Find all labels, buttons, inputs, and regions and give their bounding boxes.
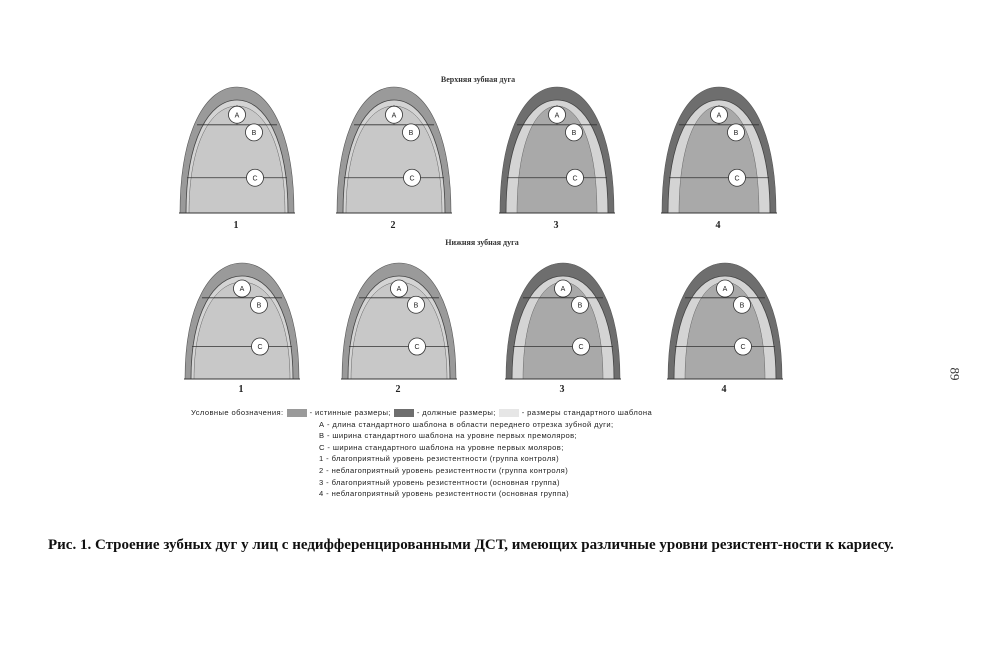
lower-arch-number-4: 4 <box>721 384 727 395</box>
legend-line-3: 3 - благоприятный уровень резистентности (основная группа) <box>319 477 560 487</box>
lower-arch-3-marker-b-label: B <box>577 302 583 310</box>
upper-arch-title: Верхняя зубная дуга <box>440 75 516 84</box>
lower-arch-number-2: 2 <box>395 384 401 395</box>
legend-head <box>191 407 652 419</box>
lower-arch-3-marker-c-label: C <box>578 344 584 352</box>
lower-arch-4-marker-c-label: C <box>740 344 746 352</box>
lower-arch-2-marker-a-label: A <box>396 286 402 294</box>
upper-arch-4-marker-c-label: C <box>734 175 740 183</box>
page-number: 89 <box>947 367 963 381</box>
upper-arch-2-marker-c-label: C <box>409 175 415 183</box>
legend-heading: Условные обозначения: <box>191 408 284 417</box>
upper-arch-number-4: 4 <box>715 220 721 231</box>
upper-arch-4-marker-a-label: A <box>716 112 722 120</box>
legend-line-2: 2 - неблагоприятный уровень резистентности (группа контроля) <box>319 465 569 475</box>
upper-arch-number-1: 1 <box>233 220 239 231</box>
upper-arch-4-marker-b-label: B <box>733 129 739 137</box>
legend-line-c: С - ширина стандартного шаблона на уровне первых моляров; <box>319 442 564 452</box>
legend-line-4: 4 - неблагоприятный уровень резистентности (основная группа) <box>319 489 570 499</box>
legend-line-a: А - длина стандартного шаблона в области переднего отрезка зубной дуги; <box>319 419 614 429</box>
lower-arch-4-marker-b-label: B <box>739 302 745 310</box>
lower-arch-3-marker-a-label: A <box>560 286 566 294</box>
lower-arch-number-3: 3 <box>559 384 565 395</box>
upper-arch-1-marker-b-label: B <box>251 129 257 137</box>
lower-arch-2-marker-b-label: B <box>413 302 419 310</box>
upper-arch-number-3: 3 <box>553 220 559 231</box>
lower-arch-title: Нижняя зубная дуга <box>445 238 519 247</box>
legend-line-1: 1 - благоприятный уровень резистентности (группа контроля) <box>319 454 559 464</box>
lower-arch-2-marker-c-label: C <box>414 344 420 352</box>
figure-caption: Рис. 1. Строение зубных дуг у лиц с недифференцированными ДСТ, имеющих различные уровни резистент-ности к кариесу. <box>48 537 894 553</box>
legend-due-label: - должные размеры; <box>416 408 496 417</box>
legend-true-label: - истинные размеры; <box>309 408 391 417</box>
legend-line-b: В - ширина стандартного шаблона на уровне первых премоляров; <box>319 431 578 441</box>
upper-arch-3-marker-b-label: B <box>571 129 577 137</box>
legend-template-label: - размеры стандартного шаблона <box>521 408 653 417</box>
lower-arch-1-marker-b-label: B <box>256 302 262 310</box>
upper-arch-3-marker-c-label: C <box>572 175 578 183</box>
swatch-due-size <box>394 409 414 417</box>
upper-arch-2-marker-a-label: A <box>391 112 397 120</box>
lower-arch-number-1: 1 <box>238 384 244 395</box>
lower-arch-4-marker-a-label: A <box>722 286 728 294</box>
upper-arch-1-marker-c-label: C <box>252 175 258 183</box>
lower-arch-1-marker-a-label: A <box>239 286 245 294</box>
lower-arch-1-marker-c-label: C <box>257 344 263 352</box>
swatch-true-size <box>287 409 307 417</box>
swatch-standard-template <box>499 409 519 417</box>
legend <box>191 407 652 500</box>
upper-arch-3-marker-a-label: A <box>554 112 560 120</box>
upper-arch-1-marker-a-label: A <box>234 112 240 120</box>
legend-lines <box>319 419 652 500</box>
upper-arch-2-marker-b-label: B <box>408 129 414 137</box>
upper-arch-number-2: 2 <box>390 220 396 231</box>
